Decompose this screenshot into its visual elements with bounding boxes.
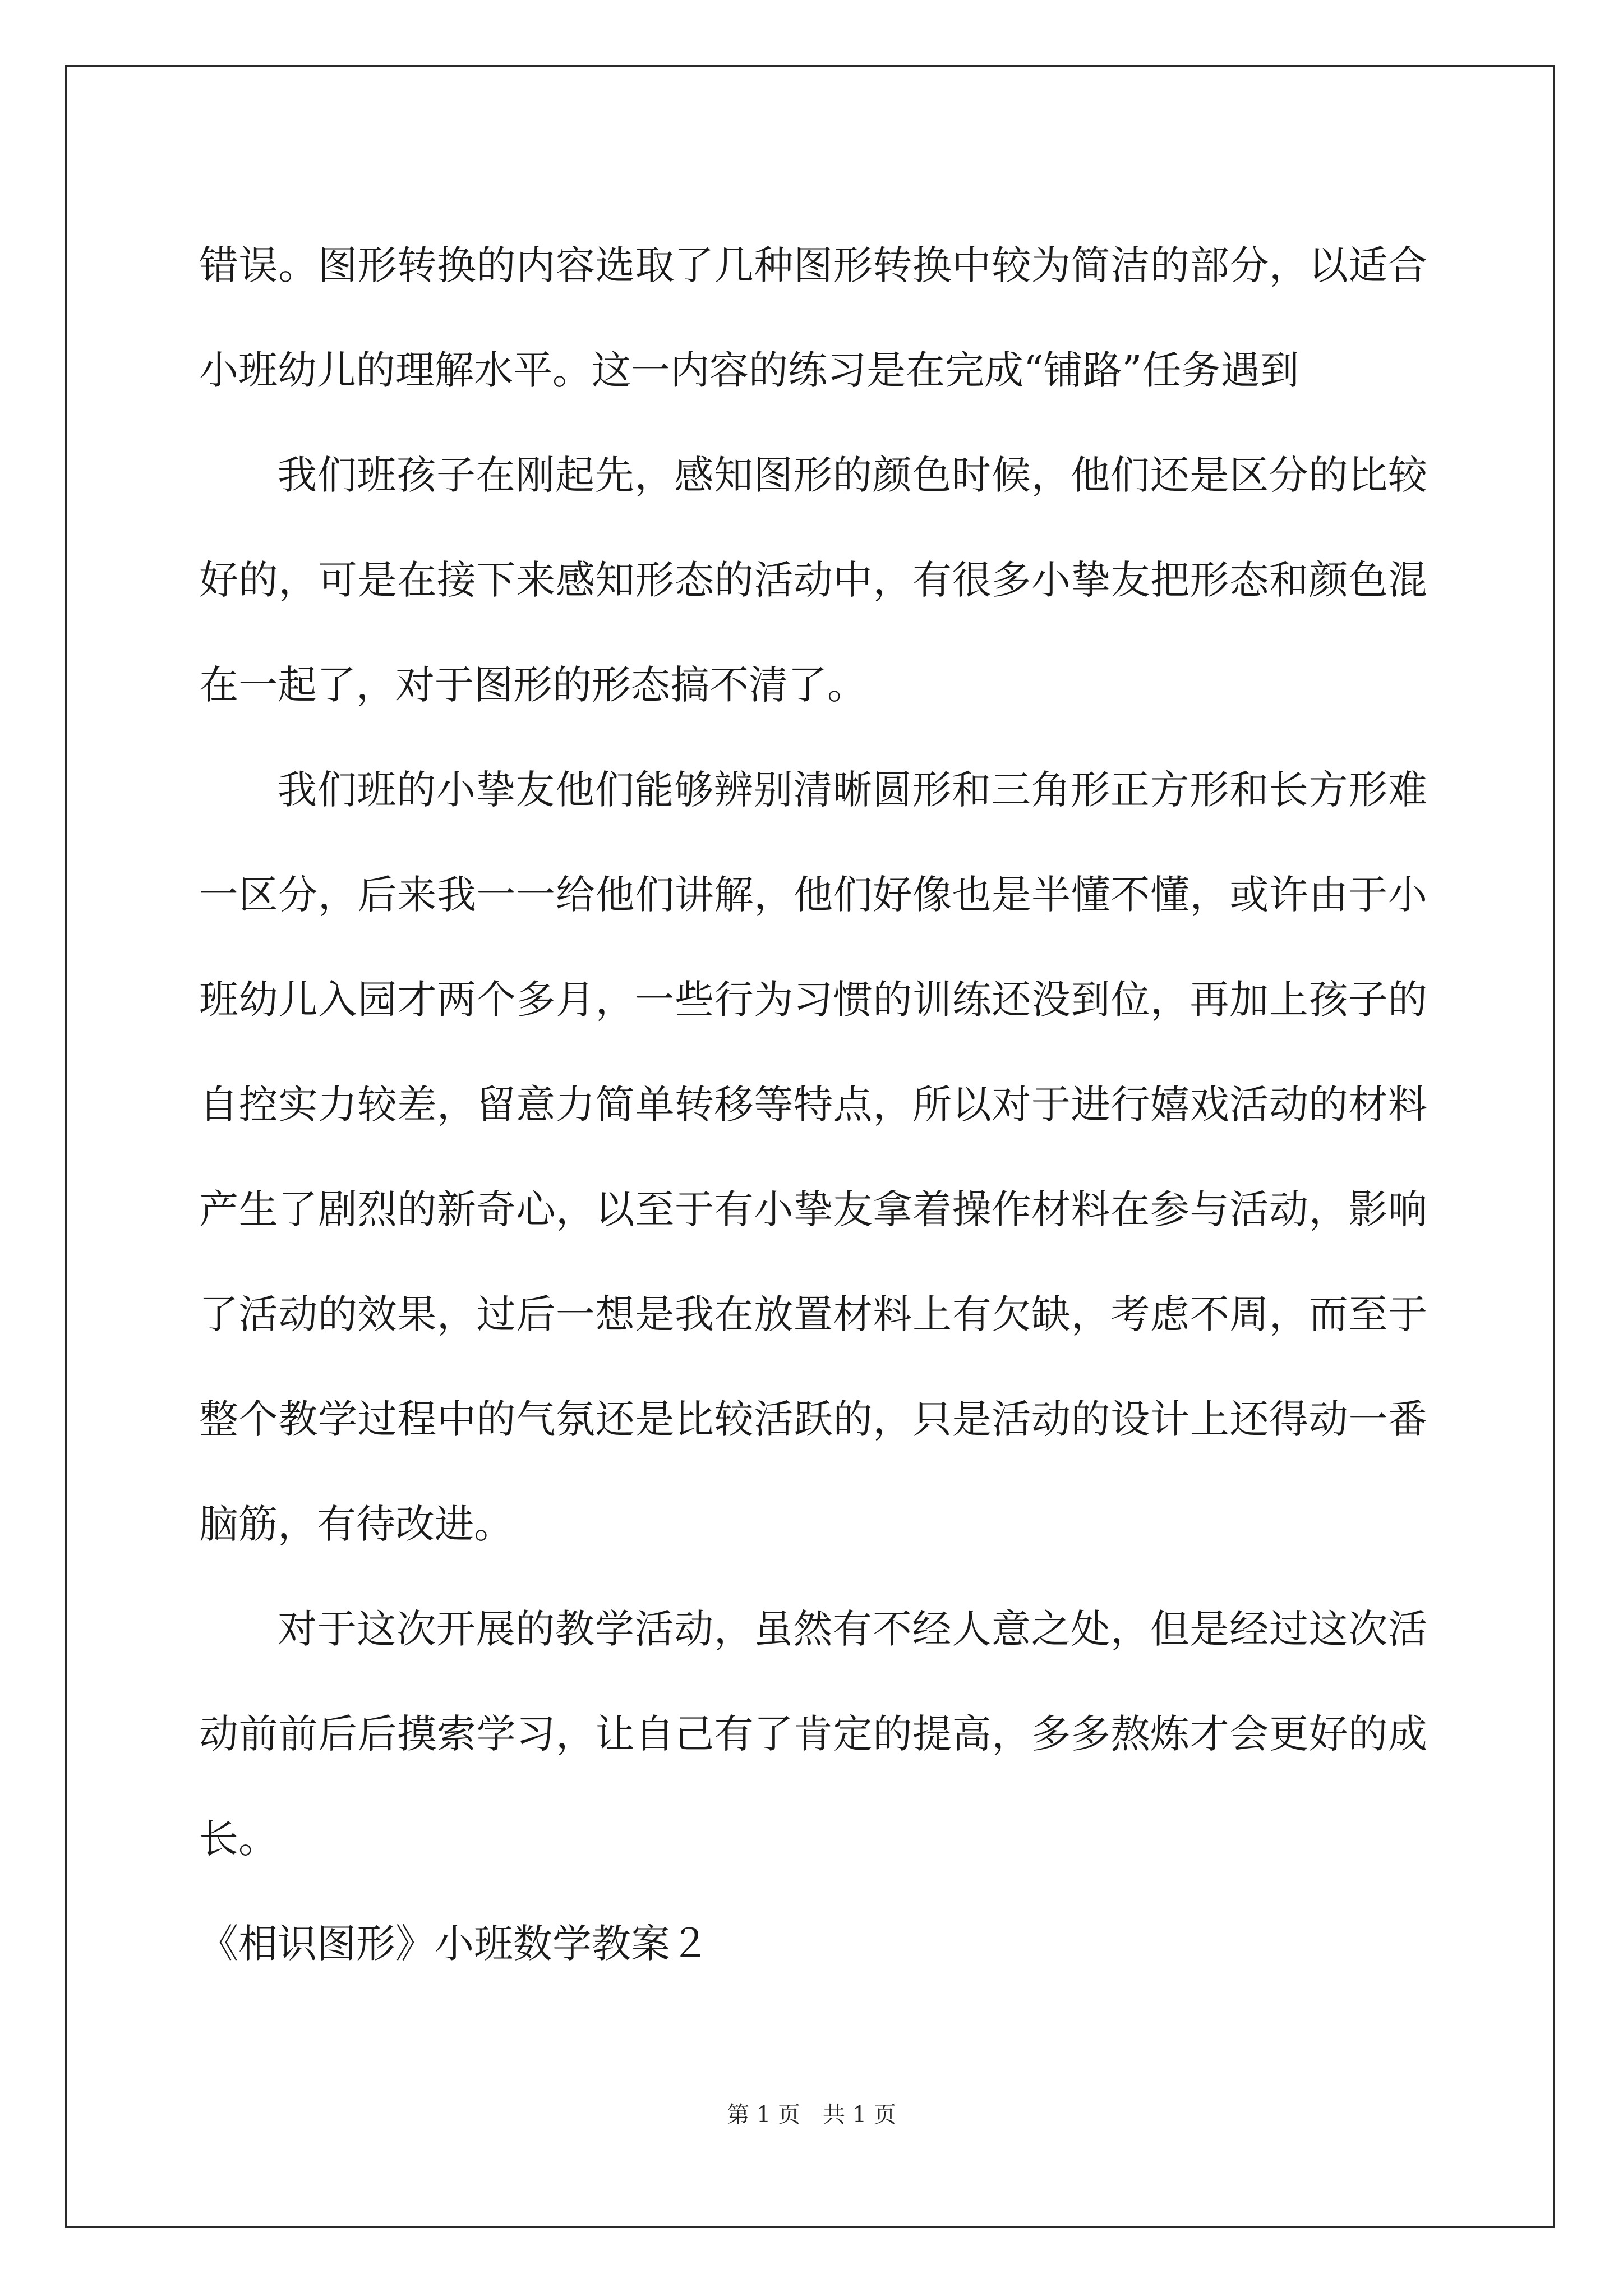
paragraph-3: 我们班的小挚友他们能够辨别清晰圆形和三角形正方形和长方形难一区分，后来我一一给他们讲解，他们好像也是半懂不懂，或许由于小班幼儿入园才两个多月，一些行为习惯的训练还没到位，再加上孩子的自控实力较差，留意力简单转移等特点，所以对于进行嬉戏活动的材料产生了剧烈的新奇心，以至于有小挚友拿着操作材料在参与活动，影响了活动的效果，过后一想是我在放置材料上有欠缺，考虑不周，而至于整个教学过程中的气氛还是比较活跃的，只是活动的设计上还得动一番脑筋，有待改进。 — [199, 767, 1427, 1547]
paragraph-4: 对于这次开展的教学活动，虽然有不经人意之处，但是经过这次活动前前后后摸索学习，让自己有了肯定的提高，多多熬炼才会更好的成长。 — [199, 1606, 1427, 1862]
page-footer: 第 1 页 共 1 页 — [727, 2102, 896, 2128]
section-heading: 《相识图形》小班数学教案２ — [199, 1921, 709, 1967]
paragraph-2: 我们班孩子在刚起先，感知图形的颜色时候，他们还是区分的比较好的，可是在接下来感知形态的活动中，有很多小挚友把形态和颜色混在一起了，对于图形的形态搞不清了。 — [199, 452, 1427, 708]
document-body — [199, 213, 1427, 1996]
paragraph-1: 错误。图形转换的内容选取了几种图形转换中较为简洁的部分，以适合小班幼儿的理解水平。这一内容的练习是在完成“铺路”任务遇到 — [199, 242, 1427, 393]
